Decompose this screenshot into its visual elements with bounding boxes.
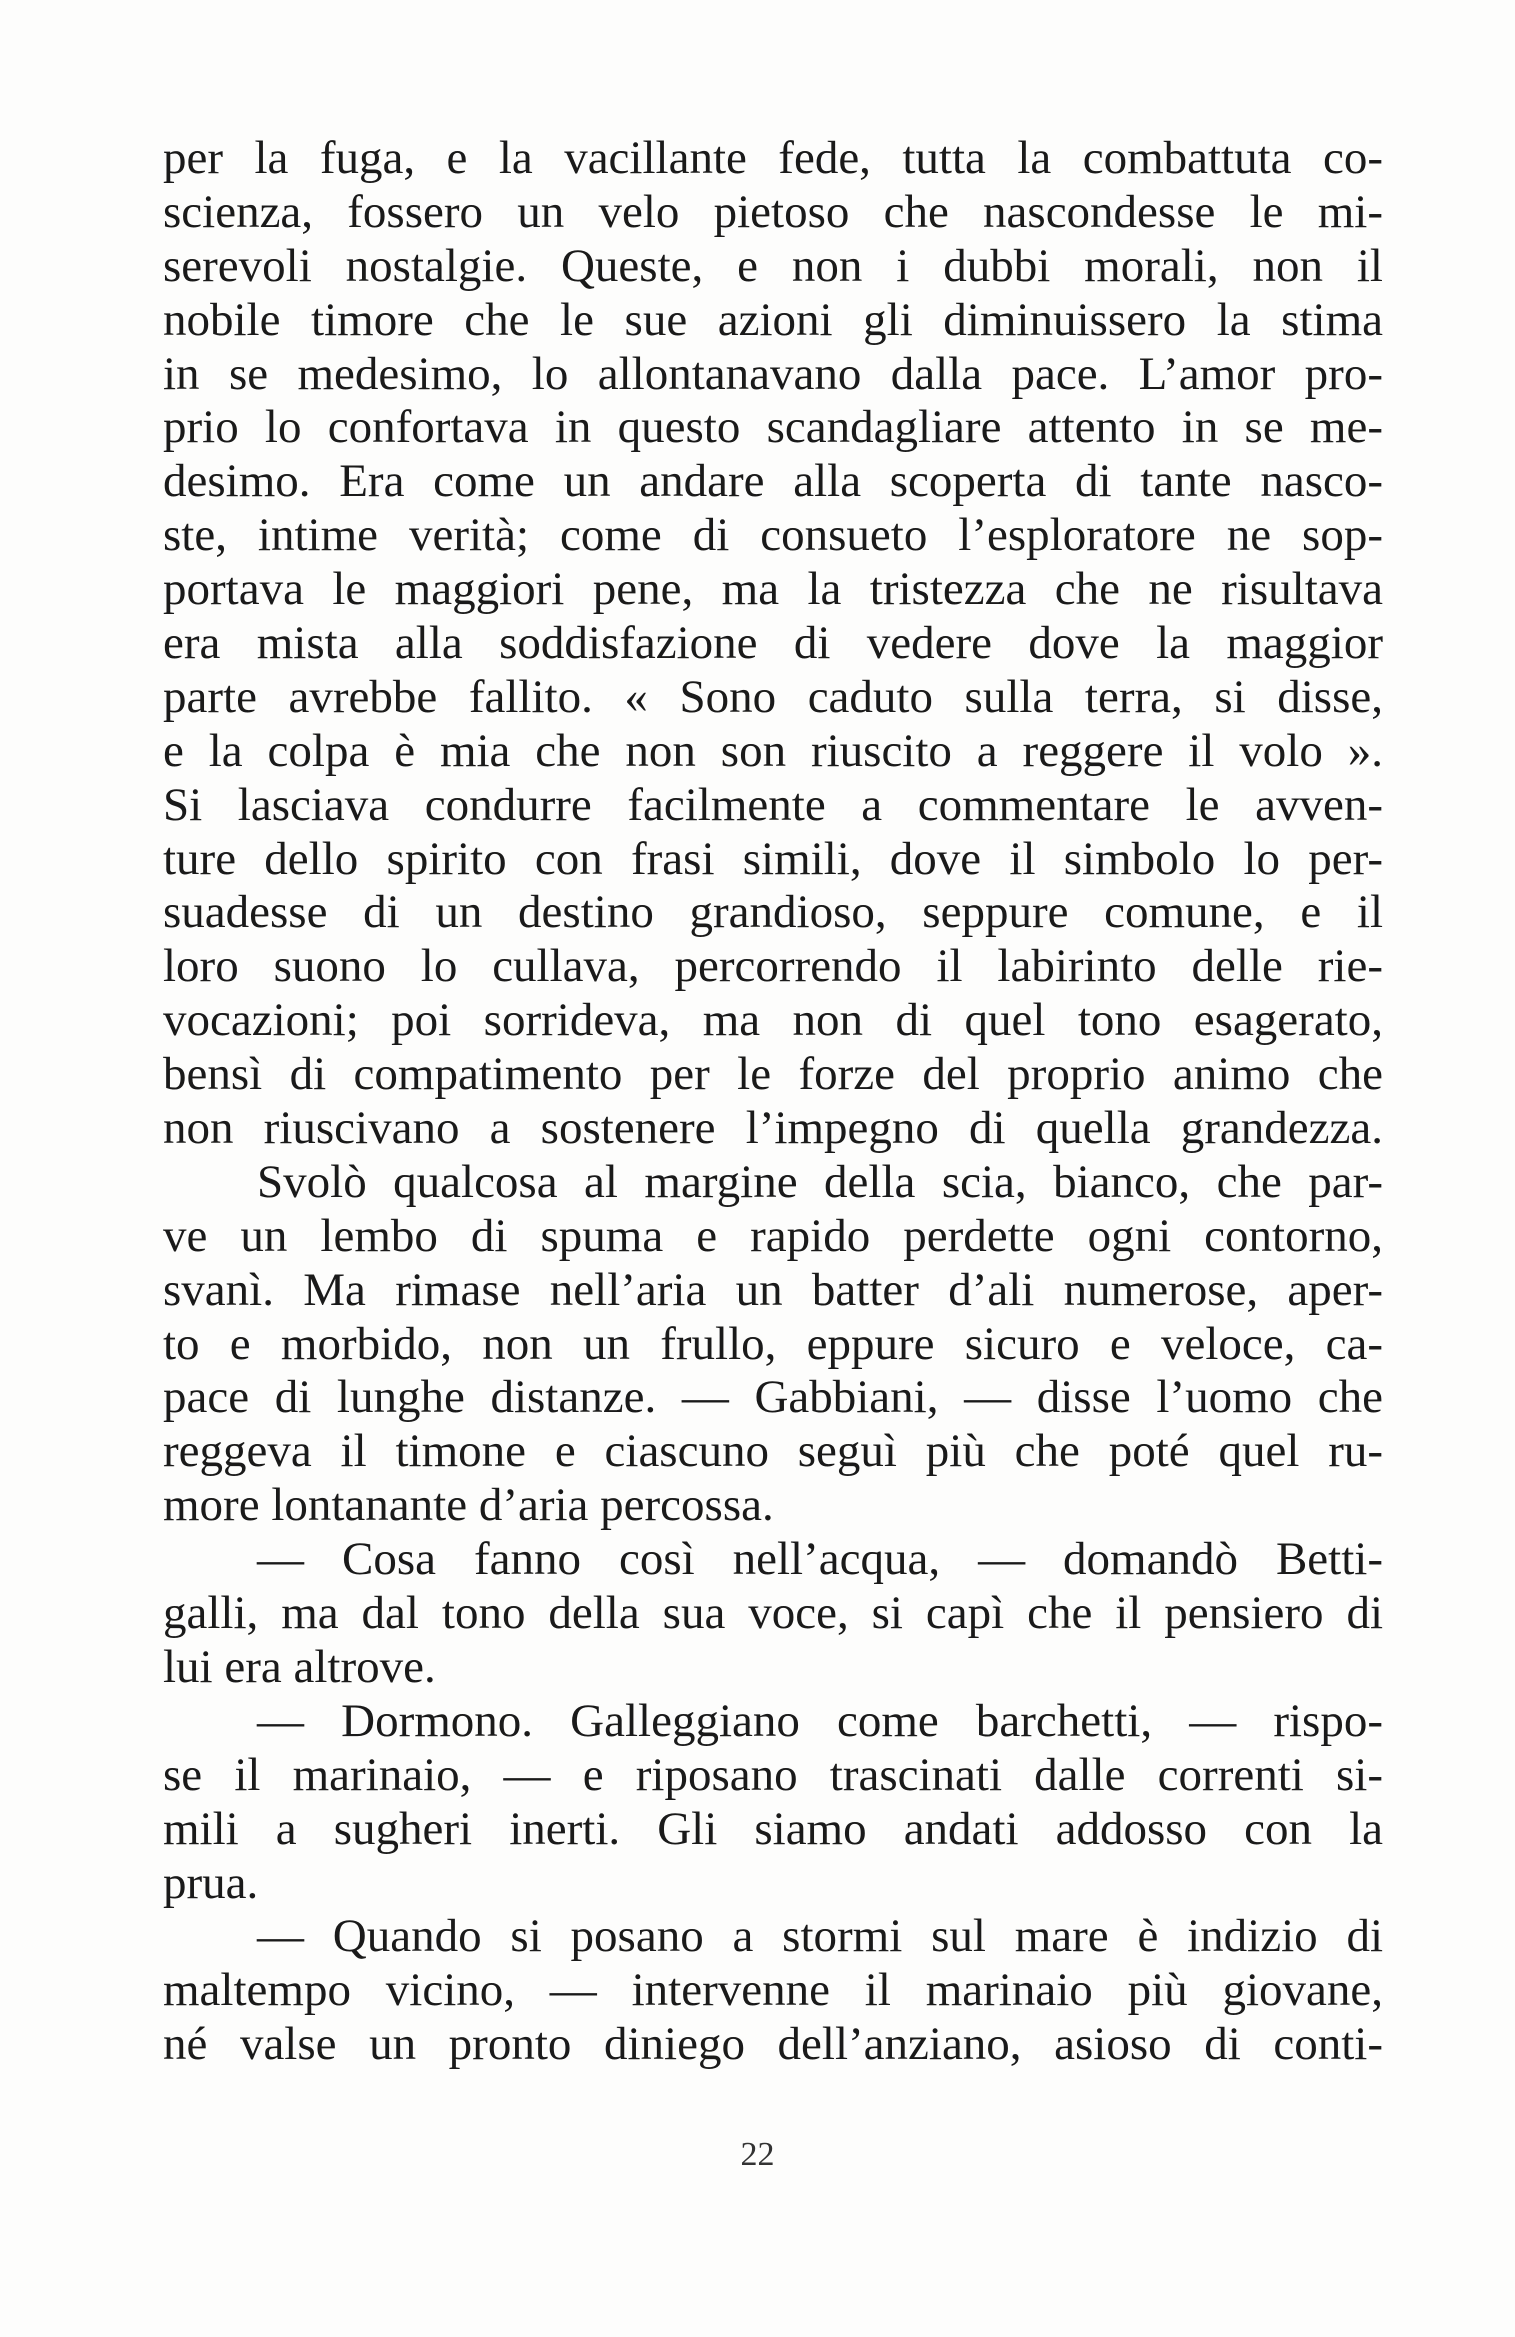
- text-line: maltempo vicino, — intervenne il marinaio più giovane,: [163, 1964, 1383, 2017]
- page-number: 22: [740, 2136, 775, 2173]
- text-line: prua.: [163, 1856, 259, 1909]
- text-line: more lontanante d’aria percossa.: [163, 1479, 774, 1532]
- text-line: lui era altrove.: [163, 1640, 436, 1693]
- text-line: to e morbido, non un frullo, eppure sicuro e veloce, ca-: [163, 1317, 1383, 1370]
- text-line: galli, ma dal tono della sua voce, si capì che il pensiero di: [163, 1587, 1383, 1640]
- text-line: — Quando si posano a stormi sul mare è indizio di: [257, 1910, 1383, 1963]
- text-line: bensì di compatimento per le forze del proprio animo che: [163, 1048, 1383, 1101]
- text-line: era mista alla soddisfazione di vedere dove la maggior: [163, 617, 1383, 670]
- text-line: per la fuga, e la vacillante fede, tutta la combattuta co-: [163, 132, 1383, 184]
- text-line: suadesse di un destino grandioso, seppure comune, e il: [163, 886, 1383, 939]
- text-line: né valse un pronto diniego dell’anziano, asioso di conti-: [163, 2018, 1383, 2071]
- text-line: ste, intime verità; come di consueto l’esploratore ne sop-: [163, 509, 1383, 562]
- text-line: Svolò qualcosa al margine della scia, bianco, che par-: [257, 1155, 1383, 1208]
- text-line: in se medesimo, lo allontanavano dalla pace. L’amor pro-: [163, 347, 1383, 400]
- text-line: scienza, fossero un velo pietoso che nascondesse le mi-: [163, 185, 1383, 238]
- text-line: serevoli nostalgie. Queste, e non i dubbi morali, non il: [163, 239, 1383, 292]
- text-line: loro suono lo cullava, percorrendo il labirinto delle rie-: [163, 940, 1383, 993]
- text-line: Si lasciava condurre facilmente a commentare le avven-: [163, 778, 1383, 831]
- text-line: prio lo confortava in questo scandagliare attento in se me-: [163, 401, 1383, 454]
- text-line: pace di lunghe distanze. — Gabbiani, — disse l’uomo che: [163, 1371, 1383, 1424]
- text-line: vocazioni; poi sorrideva, ma non di quel tono esagerato,: [163, 994, 1383, 1047]
- text-line: reggeva il timone e ciascuno seguì più che poté quel ru-: [163, 1425, 1383, 1478]
- text-line: e la colpa è mia che non son riuscito a reggere il volo ».: [163, 724, 1383, 777]
- text-line: se il marinaio, — e riposano trascinati dalle correnti si-: [163, 1748, 1383, 1801]
- text-line: desimo. Era come un andare alla scoperta di tante nasco-: [163, 455, 1383, 508]
- text-line: — Dormono. Galleggiano come barchetti, — rispo-: [257, 1694, 1383, 1747]
- text-line: ve un lembo di spuma e rapido perdette ogni contorno,: [163, 1209, 1383, 1262]
- text-line: parte avrebbe fallito. « Sono caduto sulla terra, si disse,: [163, 670, 1383, 723]
- text-line: non riuscivano a sostenere l’impegno di quella grandezza.: [163, 1102, 1383, 1155]
- text-line: portava le maggiori pene, ma la tristezza che ne risultava: [163, 563, 1383, 616]
- text-line: — Cosa fanno così nell’acqua, — domandò Betti-: [257, 1533, 1383, 1586]
- text-line: ture dello spirito con frasi simili, dove il simbolo lo per-: [163, 832, 1383, 885]
- text-line: svanì. Ma rimase nell’aria un batter d’ali numerose, aper-: [163, 1263, 1383, 1316]
- text-line: mili a sugheri inerti. Gli siamo andati addosso con la: [163, 1802, 1383, 1855]
- text-line: nobile timore che le sue azioni gli diminuissero la stima: [163, 293, 1383, 346]
- body-text: [163, 132, 1383, 2072]
